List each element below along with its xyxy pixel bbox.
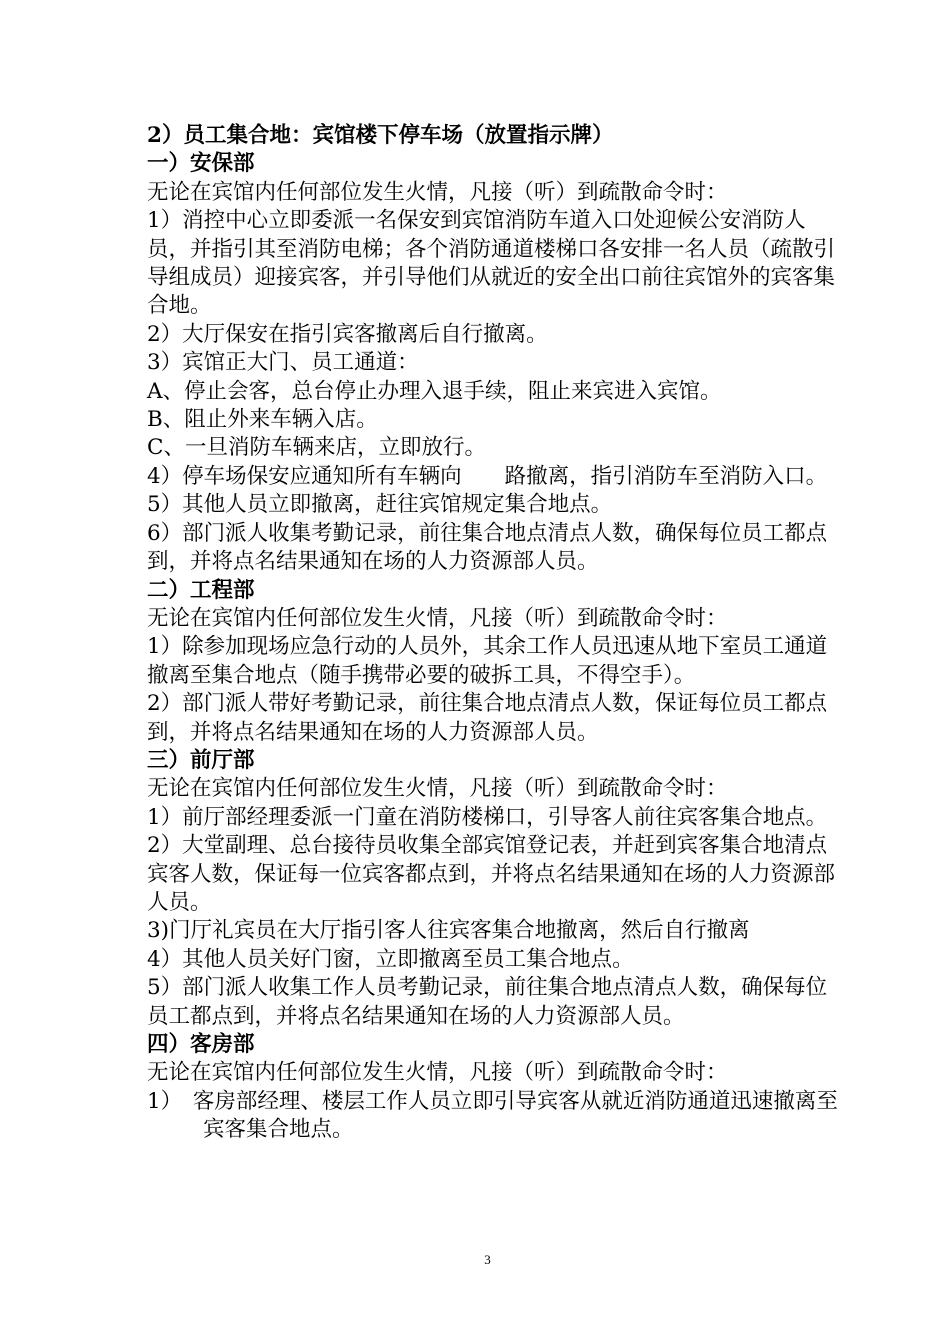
- section-intro: 无论在宾馆内任何部位发生火情，凡接（听）到疏散命令时：: [147, 179, 728, 205]
- list-item: 1）除参加现场应急行动的人员外，其余工作人员迅速从地下室员工通道撤离至集合地点（随手携带必要的破拆工具，不得空手）。: [147, 634, 828, 688]
- list-item: A、停止会客，总台停止办理入退手续，阻止来宾进入宾馆。: [147, 378, 722, 404]
- list-item: 3)门厅礼宾员在大厅指引客人往宾客集合地撤离，然后自行撤离: [147, 918, 750, 944]
- section-title-security: 一）安保部: [147, 151, 255, 177]
- section-intro: 无论在宾馆内任何部位发生火情，凡接（听）到疏散命令时：: [147, 605, 728, 631]
- section-title-housekeeping: 四）客房部: [147, 1032, 255, 1057]
- document-body: [147, 122, 847, 1145]
- assembly-point-heading: 2）员工集合地：宾馆楼下停车场（放置指示牌）: [147, 123, 614, 148]
- list-item: C、一旦消防车辆来店，立即放行。: [147, 435, 486, 461]
- list-item: 5）其他人员立即撤离，赶往宾馆规定集合地点。: [147, 492, 613, 518]
- section-title-engineering: 二）工程部: [147, 577, 255, 603]
- page-number: 3: [484, 1252, 491, 1267]
- list-item: 4）其他人员关好门窗，立即撤离至员工集合地点。: [147, 946, 634, 972]
- section-intro: 无论在宾馆内任何部位发生火情，凡接（听）到疏散命令时：: [147, 1060, 728, 1086]
- list-item: 2）大厅保安在指引宾客撤离后自行撤离。: [147, 321, 548, 347]
- list-item: 2）部门派人带好考勤记录，前往集合地点清点人数，保证每位员工都点到，并将点名结果通知在场的人力资源部人员。: [147, 691, 828, 745]
- list-item: 4）停车场保安应通知所有车辆向 路撤离，指引消防车至消防入口。: [147, 463, 828, 489]
- list-item: 3）宾馆正大门、员工通道：: [147, 350, 419, 376]
- section-title-front-office: 三）前厅部: [147, 747, 255, 773]
- list-item: 1） 客房部经理、楼层工作人员立即引导宾客从就近消防通道迅速撤离至宾客集合地点。: [147, 1088, 838, 1143]
- list-item: 1）前厅部经理委派一门童在消防楼梯口，引导客人前往宾客集合地点。: [147, 804, 828, 830]
- section-intro: 无论在宾馆内任何部位发生火情，凡接（听）到疏散命令时：: [147, 776, 728, 802]
- list-item: 2）大堂副理、总台接待员收集全部宾馆登记表，并赶到宾客集合地清点宾客人数，保证每一位宾客都点到，并将点名结果通知在场的人力资源部人员。: [147, 833, 836, 915]
- list-item: 5）部门派人收集工作人员考勤记录，前往集合地点清点人数，确保每位员工都点到，并将点名结果通知在场的人力资源部人员。: [147, 975, 828, 1029]
- list-item: B、阻止外来车辆入店。: [147, 407, 378, 433]
- list-item: 1）消控中心立即委派一名保安到宾馆消防车道入口处迎候公安消防人员，并指引其至消防电梯；各个消防通道楼梯口各安排一名人员（疏散引导组成员）迎接宾客，并引导他们从就近的安全出口前往宾馆外的宾客集合地。: [147, 208, 836, 319]
- list-item: 6）部门派人收集考勤记录，前往集合地点清点人数，确保每位员工都点到，并将点名结果通知在场的人力资源部人员。: [147, 520, 828, 575]
